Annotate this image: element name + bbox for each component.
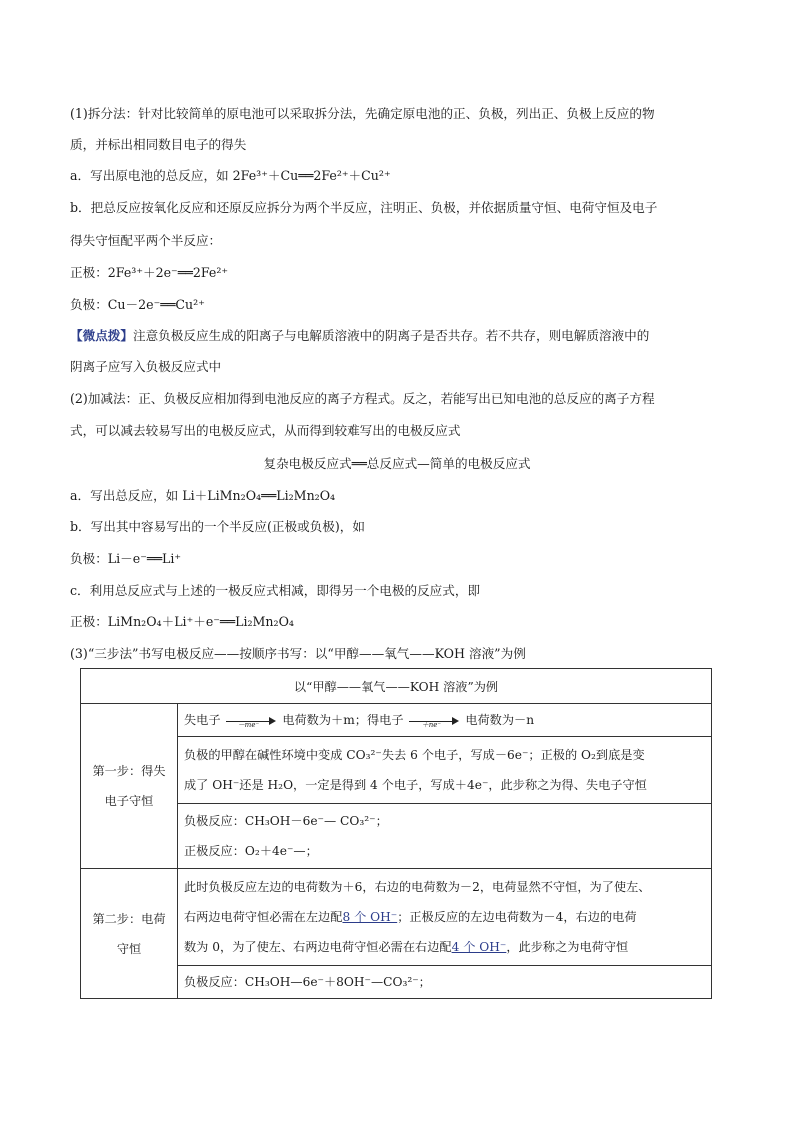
step2-label — [81, 869, 178, 999]
step2-explanation-line3 — [184, 932, 705, 962]
paragraph-step-a-li: a．写出总反应，如 Li＋LiMn₂O₄══Li₂Mn₂O₄ — [70, 488, 336, 503]
table-header: 以“甲醇——氧气——KOH 溶液”为例 — [81, 669, 712, 704]
step2-explanation — [178, 869, 712, 966]
tip-paragraph-line1 — [70, 327, 649, 344]
right-arrow-icon — [409, 715, 459, 727]
step1-explanation-line1: 负极的甲醇在碱性环境中变成 CO₃²⁻失去 6 个电子，写成－6e⁻；正极的 O₂到底是变 — [184, 748, 645, 762]
step2-text-b: ；正极反应的左边电荷数为－4，右边的电荷 — [397, 910, 637, 924]
step2-explanation-line2 — [184, 902, 705, 932]
step1-label-line2: 电子守恒 — [104, 794, 154, 808]
lose-electron-text: 失电子 — [184, 713, 221, 727]
positive-electrode-equation: 正极：2Fe³⁺＋2e⁻══2Fe²⁺ — [70, 265, 229, 280]
positive-electrode-li: 正极：LiMn₂O₄＋Li⁺＋e⁻══Li₂Mn₂O₄ — [70, 614, 294, 629]
step2-label-line1: 第二步：电荷 — [92, 911, 166, 926]
charge-minus-text: 电荷数为－n — [465, 713, 535, 727]
underline-4oh: 4 个 OH⁻ — [451, 940, 507, 954]
arrow-label-minus: －me⁻ — [237, 720, 260, 729]
underline-8oh: 8 个 OH⁻ — [342, 910, 398, 924]
paragraph-step-b-line2: 得失守恒配平两个半反应： — [70, 233, 222, 248]
paragraph-split-method-line2: 质，并标出相同数目电子的得失 — [70, 137, 247, 152]
step1-reactions — [178, 804, 712, 869]
step2-label-line2: 守恒 — [116, 941, 142, 956]
step1-label-line1: 第一步：得失 — [92, 764, 166, 778]
step2-text-d: ，此步称之为电荷守恒 — [506, 940, 629, 954]
paragraph-step-a-total-reaction: a．写出原电池的总反应，如 2Fe³⁺＋Cu══2Fe²⁺＋Cu²⁺ — [70, 168, 391, 183]
tip-tag: 【微点拨】 — [70, 328, 133, 343]
step1-explanation — [178, 737, 712, 804]
paragraph-step-b-line1: b．把总反应按氧化反应和还原反应拆分为两个半反应，注明正、负极，并依据质量守恒、电荷守恒及电子 — [70, 200, 658, 215]
formula-complex-electrode: 复杂电极反应式══总反应式—简单的电极反应式 — [263, 456, 531, 471]
step2-text-a: 右两边电荷守恒必需在左边配 — [184, 910, 343, 924]
charge-plus-gain-text: 电荷数为＋m；得电子 — [282, 713, 404, 727]
paragraph-add-subtract-line1: (2)加减法：正、负极反应相加得到电池反应的离子方程式。反之，若能写出已知电池的总反应的离子方程 — [70, 391, 655, 406]
step2-negative-reaction: 负极反应：CH₃OH—6e⁻＋8OH⁻—CO₃²⁻； — [178, 966, 712, 999]
paragraph-step-c: c．利用总反应式与上述的一极反应式相减，即得另一个电极的反应式，即 — [70, 583, 481, 598]
arrow-label-plus: ＋ne⁻ — [421, 720, 442, 729]
negative-electrode-li: 负极：Li－e⁻══Li⁺ — [70, 551, 182, 566]
step2-text-c: 数为 0，为了使左、右两边电荷守恒必需在右边配 — [184, 940, 452, 954]
step1-explanation-line2: 成了 OH⁻还是 H₂O，一定是得到 4 个电子，写成＋4e⁻，此步称之为得、失电子守恒 — [184, 778, 647, 792]
paragraph-add-subtract-line2: 式，可以减去较易写出的电极反应式，从而得到较难写出的电极反应式 — [70, 423, 461, 438]
right-arrow-icon — [226, 715, 276, 727]
step1-label — [81, 704, 178, 869]
tip-paragraph-line2: 阴离子应写入负极反应式中 — [70, 359, 222, 374]
step1-positive-reaction: 正极反应：O₂＋4e⁻—； — [184, 844, 318, 858]
tip-text: 注意负极反应生成的阳离子与电解质溶液中的阴离子是否共存。若不共存，则电解质溶液中的 — [132, 328, 650, 343]
step2-explanation-line1: 此时负极反应左边的电荷数为＋6，右边的电荷数为－2，电荷显然不守恒，为了使左、 — [184, 880, 651, 894]
step1-electron-notation — [178, 704, 712, 737]
step1-negative-reaction: 负极反应：CH₃OH－6e⁻— CO₃²⁻； — [184, 814, 388, 828]
paragraph-split-method-line1: (1)拆分法：针对比较简单的原电池可以采取拆分法，先确定原电池的正、负极，列出正、负极上反应的物 — [70, 106, 655, 121]
paragraph-three-step-method: (3)“三步法”书写电极反应——按顺序书写：以“甲醇——氧气——KOH 溶液”为例 — [70, 646, 526, 661]
paragraph-step-b-half-reaction: b．写出其中容易写出的一个半反应(正极或负极)，如 — [70, 519, 365, 534]
negative-electrode-equation: 负极：Cu－2e⁻══Cu²⁺ — [70, 297, 205, 312]
three-step-table — [80, 668, 712, 999]
